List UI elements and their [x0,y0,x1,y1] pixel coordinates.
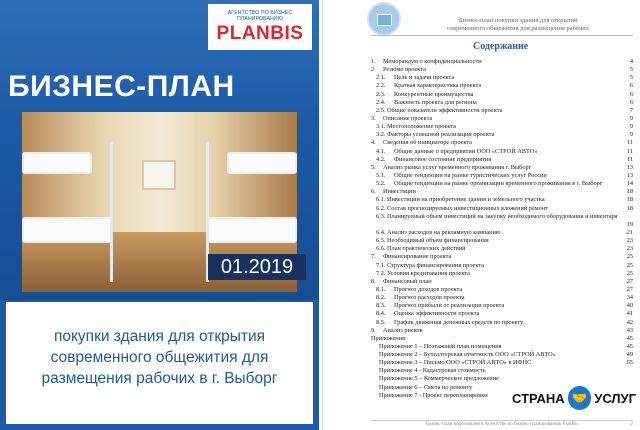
toc-page: 49 [626,351,633,359]
subtitle-line: современного общежития для [50,349,269,366]
toc-page: 45 [626,334,633,342]
toc-number: 2.5. [376,106,386,114]
page-footer [371,420,633,427]
toc-text: Резюме проекта [383,66,426,74]
toc-entry[interactable] [371,343,633,351]
toc-entry[interactable] [371,327,633,335]
toc-page: 27 [626,285,633,293]
toc-page: 14 [626,180,633,188]
toc-entry[interactable] [371,237,633,245]
toc-text: Приложение 6 – Смета по ремонту [379,383,473,391]
header-line: современного общежития для размещения рабочих [446,25,590,32]
toc-text: Структура финансирования проекта [387,261,484,269]
planbis-logo [208,4,312,50]
toc-page: 42 [626,318,633,326]
toc-page: 11 [626,155,633,163]
toc-page: 43 [626,326,633,334]
toc-number: 8. [371,277,376,285]
toc-page: 4 [629,58,633,65]
toc-text: Общие тенденции на рынке туристических услуг России [394,171,547,179]
subtitle-line: покупки здания для открытия [53,328,266,345]
toc-entry[interactable] [371,164,633,172]
toc-text: Приложения [371,334,405,342]
business-plan-cover [0,0,319,430]
toc-text: Цель и задачи проекта [394,74,455,82]
toc-entry[interactable] [371,74,633,82]
toc-number: 7. [371,253,376,261]
toc-page: 6 [629,98,633,106]
toc-number: 4. [371,139,376,147]
toc-number: 2.3. [376,90,386,98]
window [142,160,176,190]
toc-page: 6 [629,90,633,98]
toc-entry[interactable] [371,123,633,131]
watermark-right: УСЛУГ [594,390,636,406]
toc-text: Приложение 5 – Коммерческое предложение [379,375,499,383]
toc-text: Состав прогнозируемых инвестиционных вложений ремонт [387,204,549,212]
toc-entry[interactable] [371,286,633,294]
toc-entry[interactable] [371,270,633,278]
toc-text: Общие показатели эффективности проекта [387,106,503,114]
toc-page: 18 [626,204,633,212]
toc-number: 2.1. [376,74,386,82]
toc-text: Анализ рынка услуг временного проживания г. Выборг [383,163,532,171]
toc-number: 9. [371,326,376,334]
toc-page: 18 [626,196,633,204]
toc-number: 2. [371,66,376,74]
toc-number: 8.3. [376,302,386,310]
toc-page: 13 [626,163,633,171]
toc-text: Прогноз прибыли от реализации проекта [394,302,505,310]
toc-number: 1. [371,58,376,65]
strana-uslug-watermark [512,379,636,417]
toc-text: Меморандум о конфиденциальности [383,58,482,65]
toc-text: Необходимый объем финансирования [387,237,489,245]
toc-page: 9 [629,131,633,139]
toc-page: 25 [626,261,633,269]
bunk-bed [207,217,297,243]
toc-text: Важность проекта для региона [394,98,477,106]
toc-number: 6. [371,188,376,196]
footer-page-number: 2 [630,422,633,427]
toc-text: Финансирование проекта [383,253,452,261]
toc-number: 6.4. [376,228,386,236]
toc-number: 5.1. [376,171,386,179]
toc-entry[interactable] [371,367,633,375]
toc-page: 21 [626,228,633,236]
toc-page: 45 [626,342,633,350]
toc-entry[interactable] [371,278,633,286]
toc-page: 5 [629,74,633,82]
cover-date: 01.2019 [208,254,306,280]
toc-number: 5. [371,163,376,171]
toc-text: Инвестиции на приобретение здания и земельного участка [387,196,545,204]
toc-page: 23 [626,237,633,245]
toc-number: 3.2. [376,131,386,139]
handshake-icon: 🤝 [568,386,592,410]
header-logo [367,2,401,36]
toc-entry[interactable] [371,319,633,327]
toc-text: Приложение 4 - Кадастровая стоимость [379,367,486,375]
toc-text: Анализ расходов на рекламную кампанию [387,228,501,236]
toc-entry[interactable] [371,294,633,302]
toc-entry[interactable] [371,91,633,99]
toc-page: 5 [629,66,633,74]
table-of-contents-page [322,0,640,430]
toc-page: 25 [626,269,633,277]
toc-entry[interactable] [371,335,633,343]
toc-entry[interactable] [371,115,633,123]
toc-number: 6.6. [376,245,386,253]
toc-entry[interactable] [371,107,633,115]
toc-text: Финансовый план [383,277,432,285]
toc-text: Общие тенденции на рынке организации временного проживания в г. Выборг [394,180,603,188]
toc-page: 9 [629,114,633,122]
header-line: Бизнес-план покупки здания для открытия [458,17,578,24]
toc-page: 11 [626,147,633,155]
toc-text: Краткая характеристика проекта [394,82,482,90]
toc-number: 2.2. [376,82,386,90]
header-divider [371,35,633,36]
toc-number: 7.1. [376,261,386,269]
toc-text: Описание проекта [383,114,433,122]
toc-entry[interactable] [371,253,633,261]
toc-number: 7.2. [376,269,386,277]
toc-entry[interactable] [371,139,633,147]
cover-subtitle [6,326,313,389]
toc-text: Прогноз доходов проекта [394,285,463,293]
cover-title: БИЗНЕС-ПЛАН [8,70,235,103]
toc-entry[interactable] [371,172,633,180]
toc-text: Прогноз расходов проекта [394,294,465,302]
toc-text: Местоположение проекта [387,123,456,131]
toc-text: Условия кредитования проекта [387,269,470,277]
toc-title: Содержание [473,41,529,52]
toc-entry[interactable] [371,351,633,359]
agency-label: АГЕНТСТВО ПО БИЗНЕС ПЛАНИРОВАНИЮ [227,10,293,22]
toc-page: 34 [626,294,633,302]
toc-entry[interactable] [371,58,633,66]
toc-text: Приложение 2 – Бухгалтерская отчетность ООО «СТРОЙ АВТО» [379,351,556,359]
toc-entry[interactable] [371,262,633,270]
toc-entry[interactable] [371,302,633,310]
toc-entry[interactable] [371,245,633,253]
toc-page: 40 [626,302,633,310]
toc-entry[interactable] [371,310,633,318]
toc-text: Анализ рисков [383,326,423,334]
bed-rail [110,142,113,282]
toc-text: Сведения об инициаторе проекта [383,139,472,147]
toc-text: Приложение 7 - Проект перепланировки [379,391,488,399]
house-icon [377,14,392,26]
toc-number: 8.1. [376,285,386,293]
toc-page: 19 [626,220,633,228]
toc-text: Приложение 1 – Поэтажный план помещения [379,342,502,350]
toc-text: Оценка эффективности проекта [394,310,480,318]
toc-page: 13 [626,171,633,179]
toc-number: 6.3. [376,212,386,220]
toc-text: Планируемый объем инвестиций на закупку необходимого оборудования и инвентаря [387,212,618,220]
toc-page: 18 [626,188,633,196]
toc-page: 25 [626,253,633,261]
toc-number: 4.2. [376,155,386,163]
toc-text: Инвестиции [383,188,416,196]
subtitle-line: размещения рабочих в г. Выборг [41,370,278,387]
toc-number: 6.5. [376,237,386,245]
toc-text: Приложение 3 – Письмо ООО «СТРОЙ АВТО» в ИФНС [379,359,532,367]
toc-text: Общие данные о предприятии ООО «СТРОЙ АВТО» [394,147,538,155]
toc-entry[interactable] [371,359,633,367]
footer-text: Бизнес-план подготовлен в Агентстве по бизнес-планированию PlanBis [425,422,579,427]
toc-entry[interactable] [371,205,633,213]
toc-number: 3.1. [376,123,386,131]
toc-number: 8.2. [376,294,386,302]
toc-number: 3. [371,114,376,122]
toc-number: 6.2. [376,204,386,212]
toc-text: График движения денежных средств по проекту [394,318,524,326]
toc-page: 6 [629,82,633,90]
toc-entry[interactable] [371,131,633,139]
toc-number: 8.5. [376,318,386,326]
toc-entry[interactable] [371,82,633,90]
toc-entry[interactable] [371,229,633,237]
toc-entry[interactable] [371,66,633,74]
toc-page: 27 [626,277,633,285]
toc-text: План практических действий [387,245,466,253]
toc-entry[interactable] [371,180,633,188]
toc-text: Факторы успешной реализации проекта [387,131,495,139]
page-header [433,17,603,33]
watermark-left: СТРАНА [512,390,565,406]
toc-text: Конкурентные преимущества [394,90,474,98]
toc-number: 2.4. [376,98,386,106]
toc-page: 23 [626,245,633,253]
toc-page: 41 [626,310,633,318]
toc-entry[interactable] [371,221,633,229]
brand-name: PLANBIS [216,23,304,44]
toc-entry[interactable] [371,196,633,204]
bunk-bed [22,217,112,243]
toc-entry[interactable] [371,213,633,221]
bunk-bed [227,152,297,174]
toc-number: 6.1. [376,196,386,204]
bunk-bed [22,152,92,174]
toc-entry[interactable] [371,188,633,196]
toc-entry[interactable] [371,99,633,107]
toc-number: 5.2. [376,180,386,188]
toc-page: 9 [629,123,633,131]
toc-page: 11 [626,139,633,147]
toc-list [371,58,633,400]
toc-page: 7 [629,106,633,114]
toc-text: Финансовое состояние предприятия [394,155,492,163]
cover-subtitle-area [0,302,319,430]
toc-number: 4.1. [376,147,386,155]
toc-page: 55 [626,359,633,367]
toc-entry[interactable] [371,148,633,156]
toc-number: 8.4. [376,310,386,318]
toc-entry[interactable] [371,156,633,164]
